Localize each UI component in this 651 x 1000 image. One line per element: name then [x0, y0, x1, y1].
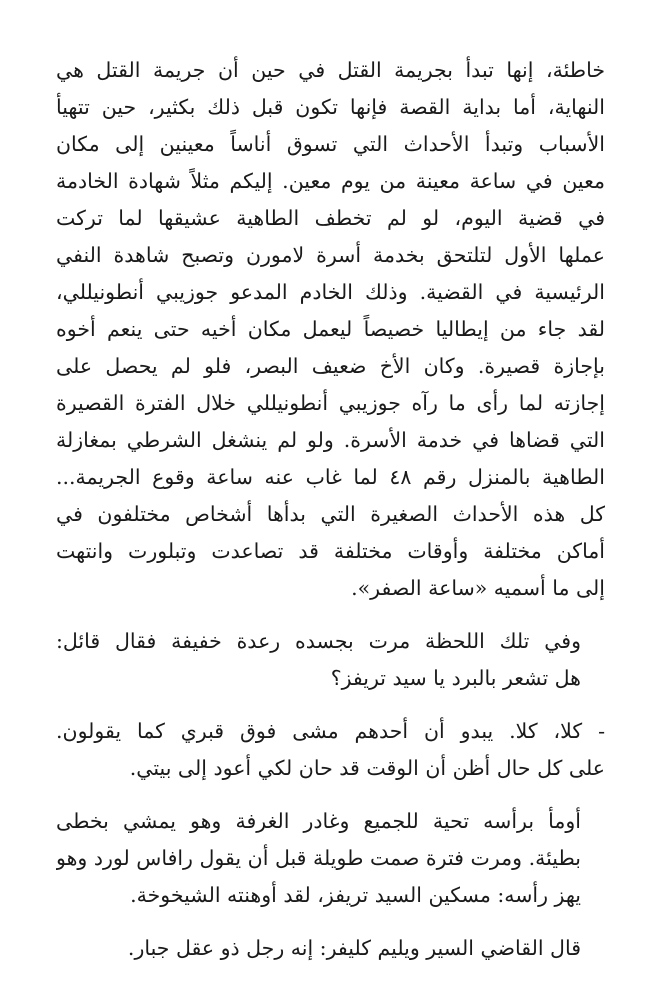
text-line: قال القاضي السير ويليم كليفر: إنه رجل ذو عقل جبار. — [127, 936, 581, 960]
text-line: إلى ما أسميه «ساعة الصفر». — [351, 576, 605, 600]
text-line: عملها الأول لتلتحق بخدمة أسرة لامورن وتصبح شاهدة النفي — [56, 243, 605, 267]
text-line: كل هذه الأحداث الصغيرة التي بدأها أشخاص مختلفون في — [56, 502, 605, 526]
text-line: على كل حال أظن أن الوقت قد حان لكي أعود إلى بيتي. — [129, 756, 605, 780]
text-line: خاطئة، إنها تبدأ بجريمة القتل في حين أن جريمة القتل هي — [56, 58, 605, 82]
paragraph-5 — [56, 930, 605, 967]
text-line: بإجازة قصيرة. وكان الأخ ضعيف البصر، فلو لم يحصل على — [56, 354, 605, 378]
text-line: التي قضاها في خدمة الأسرة. ولو لم ينشغل الشرطي بمغازلة — [56, 428, 605, 452]
text-line: الطاهية بالمنزل رقم ٤٨ لما غاب عنه ساعة وقوع الجريمة... — [56, 465, 605, 489]
text-line: معين في ساعة معينة من يوم معين. إليكم مثلاً شهادة الخادمة — [56, 169, 605, 193]
text-line: الرئيسية في القضية. وذلك الخادم المدعو جوزيبي أنطونيللي، — [56, 280, 605, 304]
text-line: أماكن مختلفة وأوقات مختلفة قد تصاعدت وتبلورت وانتهت — [56, 539, 605, 563]
paragraph-2 — [56, 623, 605, 697]
text-line: النهاية، أما بداية القصة فإنها تكون قبل ذلك بكثير، حين تتهيأ — [56, 95, 605, 119]
text-line: الأسباب وتبدأ الأحداث التي تسوق أناساً معينين إلى مكان — [56, 132, 605, 156]
paragraph-1 — [56, 52, 605, 607]
text-line: - كلا، كلا. يبدو أن أحدهم مشى فوق قبري كما يقولون. — [56, 719, 605, 743]
text-line: يهز رأسه: مسكين السيد تريفز، لقد أوهنته الشيخوخة. — [130, 883, 581, 907]
text-line: هل تشعر بالبرد يا سيد تريفز؟ — [330, 666, 581, 690]
paragraph-3 — [56, 713, 605, 787]
text-line: بطيئة. ومرت فترة صمت طويلة قبل أن يقول رافاس لورد وهو — [56, 846, 581, 870]
text-line: أومأ برأسه تحية للجميع وغادر الغرفة وهو يمشي بخطى — [56, 809, 581, 833]
text-line: إجازته لما رأى ما رآه جوزيبي أنطونيللي خلال الفترة القصيرة — [56, 391, 605, 415]
paragraph-4 — [56, 803, 605, 914]
text-line: في قضية اليوم، لو لم تخطف الطاهية عشيقها لما تركت — [56, 206, 605, 230]
text-line: وفي تلك اللحظة مرت بجسده رعدة خفيفة فقال قائل: — [56, 629, 581, 653]
text-line: لقد جاء من إيطاليا خصيصاً ليعمل مكان أخيه حتى ينعم أخوه — [56, 317, 605, 341]
